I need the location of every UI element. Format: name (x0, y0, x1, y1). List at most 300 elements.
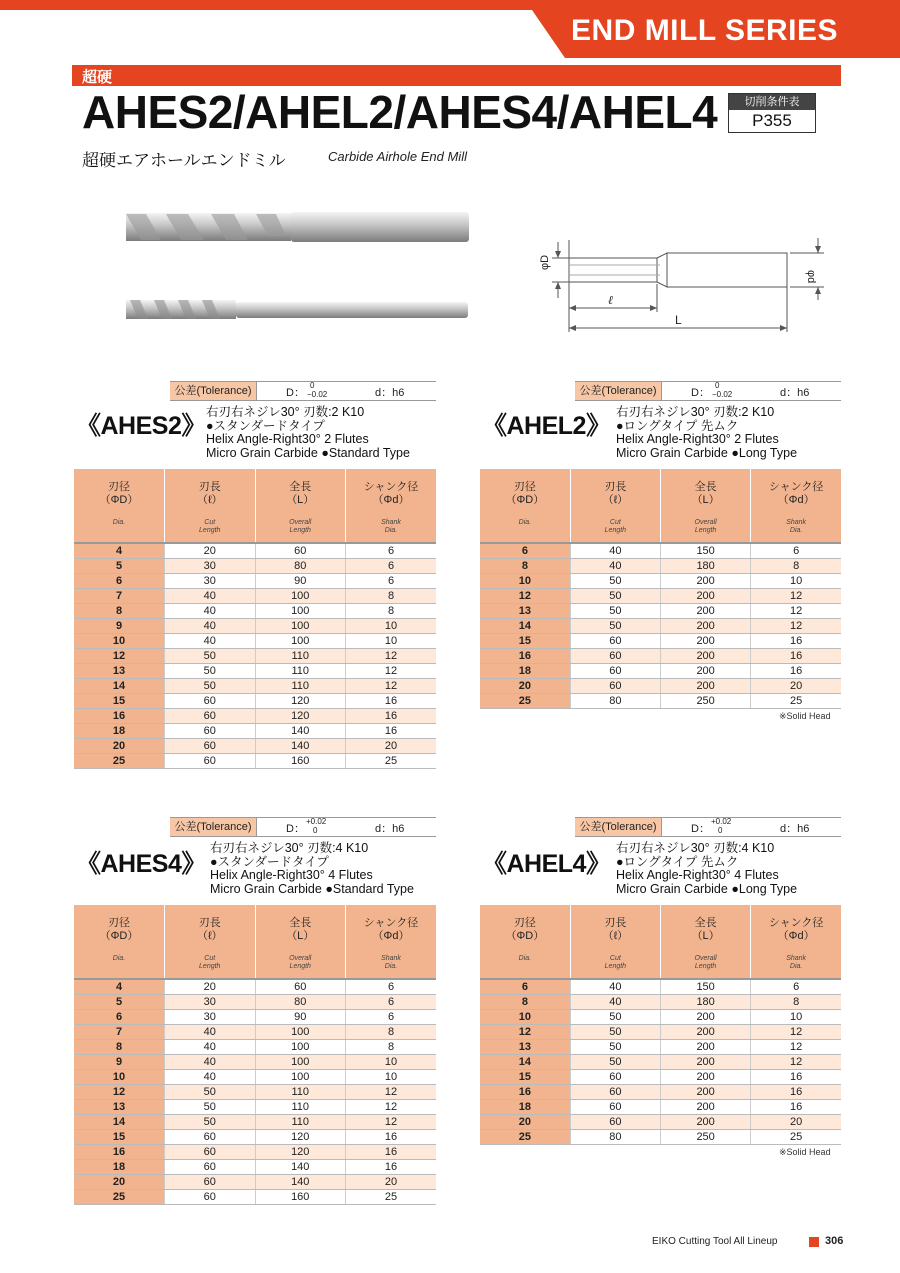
cell-overall-length: 60 (255, 979, 346, 995)
column-header-en-sub: Length (604, 963, 627, 970)
cell-shank-dia: 12 (751, 1055, 841, 1070)
table-row (74, 724, 436, 739)
column-header (255, 905, 346, 979)
tolerance-D-lower: −0.02 (712, 390, 733, 399)
cell-overall-length: 100 (255, 1025, 346, 1040)
cell-dia: 10 (74, 1070, 165, 1085)
column-header-jp: シャンク径 (768, 917, 824, 929)
cell-dia: 8 (480, 559, 570, 574)
column-header-jp-sub: （ℓ） (602, 494, 629, 506)
series-title-ahes4: 《AHES4》 (76, 850, 206, 878)
cell-dia: 7 (74, 1025, 165, 1040)
column-header (255, 469, 346, 543)
column-header (165, 469, 256, 543)
tolerance-D-lower: −0.02 (307, 390, 328, 399)
spec-table-ahes2 (74, 469, 436, 769)
cell-cut-length: 40 (165, 1025, 256, 1040)
column-header-jp-sub: （ℓ） (602, 930, 629, 942)
table-row (480, 604, 841, 619)
column-header-en-sub: Length (289, 527, 311, 534)
spec-table-ahel4 (480, 905, 841, 1145)
cell-overall-length: 120 (255, 709, 346, 724)
cell-cut-length: 50 (570, 1010, 660, 1025)
table-row (480, 1040, 841, 1055)
cell-cut-length: 60 (570, 1100, 660, 1115)
series-title-ahel2: 《AHEL2》 (482, 412, 611, 440)
column-header-en-sub: Dia. (384, 527, 398, 534)
label-l: ℓ (608, 293, 613, 307)
column-header-en-sub: Dia. (384, 963, 398, 970)
cell-shank-dia: 16 (751, 664, 841, 679)
table-row (74, 619, 436, 634)
desc-line: 右刃右ネジレ30° 刃数:2 K10 (616, 405, 775, 419)
cell-cut-length: 40 (165, 1055, 256, 1070)
cell-dia: 6 (480, 543, 570, 559)
tolerance-bar-ahel4 (575, 817, 841, 837)
desc-line: Helix Angle-Right30° 2 Flutes (206, 432, 369, 446)
column-header (570, 905, 660, 979)
subtitle-jp: 超硬エアホールエンドミル (82, 151, 286, 170)
table-row (74, 1145, 436, 1160)
table-row (74, 1190, 436, 1205)
column-header-en-sub: Length (199, 963, 221, 970)
table-row (480, 543, 841, 559)
cell-overall-length: 180 (661, 995, 751, 1010)
column-header-en-sub: Length (289, 963, 311, 970)
cell-shank-dia: 12 (751, 604, 841, 619)
cell-overall-length: 200 (661, 1100, 751, 1115)
cell-shank-dia: 16 (751, 1070, 841, 1085)
column-header-en: Cut (609, 519, 621, 526)
column-header-jp: 刃長 (604, 917, 627, 929)
table-row (74, 979, 436, 995)
cell-dia: 25 (480, 694, 570, 709)
table-row (74, 589, 436, 604)
tolerance-D-label: D： (691, 387, 710, 399)
cell-shank-dia: 12 (751, 1025, 841, 1040)
column-header-jp: 全長 (289, 481, 312, 493)
cell-shank-dia: 12 (346, 649, 437, 664)
column-header-en: Overall (289, 519, 312, 526)
cell-cut-length: 60 (570, 1085, 660, 1100)
cell-overall-length: 200 (661, 664, 751, 679)
cell-shank-dia: 10 (751, 1010, 841, 1025)
cell-cut-length: 50 (165, 664, 256, 679)
cell-overall-length: 160 (255, 1190, 346, 1205)
cell-dia: 5 (74, 559, 165, 574)
cell-overall-length: 80 (255, 559, 346, 574)
column-header-jp: 全長 (289, 917, 312, 929)
desc-ahes2 (206, 406, 410, 460)
cell-cut-length: 50 (165, 679, 256, 694)
cell-dia: 7 (74, 589, 165, 604)
cell-shank-dia: 6 (346, 1010, 437, 1025)
table-row (74, 604, 436, 619)
column-header-jp-sub: （L） (691, 494, 720, 506)
cell-overall-length: 80 (255, 995, 346, 1010)
page-number: 306 (825, 1235, 844, 1247)
material-label: 超硬 (82, 69, 113, 86)
cell-overall-length: 200 (661, 1070, 751, 1085)
cell-cut-length: 60 (165, 1145, 256, 1160)
cell-shank-dia: 16 (346, 709, 437, 724)
cell-shank-dia: 10 (346, 634, 437, 649)
tolerance-bar-ahel2 (575, 381, 841, 401)
column-header-jp-sub: （L） (286, 494, 315, 506)
label-d: φd (805, 270, 817, 284)
cell-cut-length: 40 (165, 619, 256, 634)
tolerance-label: 公差(Tolerance) (575, 818, 662, 836)
cell-dia: 10 (480, 1010, 570, 1025)
cell-cut-length: 40 (570, 543, 660, 559)
tolerance-D-label: D： (286, 823, 305, 835)
column-header-jp-sub: （Φd） (372, 494, 410, 506)
cell-dia: 16 (480, 649, 570, 664)
cell-overall-length: 110 (255, 664, 346, 679)
table-row (74, 1085, 436, 1100)
table-row (480, 1085, 841, 1100)
cell-shank-dia: 6 (346, 574, 437, 589)
cell-overall-length: 120 (255, 1130, 346, 1145)
column-header-en-sub: Dia. (789, 527, 803, 534)
cell-dia: 8 (480, 995, 570, 1010)
cell-shank-dia: 20 (751, 1115, 841, 1130)
cell-cut-length: 60 (570, 634, 660, 649)
cell-overall-length: 200 (661, 1055, 751, 1070)
column-header-en: Dia. (518, 955, 532, 962)
cell-overall-length: 100 (255, 1070, 346, 1085)
column-header-en: Shank (786, 955, 807, 962)
cell-shank-dia: 12 (346, 1115, 437, 1130)
cell-overall-length: 100 (255, 634, 346, 649)
cell-overall-length: 160 (255, 754, 346, 769)
table-row (480, 574, 841, 589)
footer-text: EIKO Cutting Tool All Lineup (652, 1236, 778, 1247)
table-row (480, 664, 841, 679)
cell-overall-length: 140 (255, 1175, 346, 1190)
cell-overall-length: 200 (661, 649, 751, 664)
table-row (480, 589, 841, 604)
cell-overall-length: 100 (255, 619, 346, 634)
column-header-en: Overall (289, 955, 312, 962)
cell-shank-dia: 8 (346, 604, 437, 619)
cell-dia: 9 (74, 1055, 165, 1070)
desc-line: Micro Grain Carbide ●Long Type (616, 445, 798, 460)
desc-line: Helix Angle-Right30° 2 Flutes (616, 432, 779, 446)
endmill-photo-4flute (126, 297, 472, 323)
solid-head-note: ※Solid Head (779, 711, 831, 721)
desc-line: Micro Grain Carbide ●Long Type (616, 881, 798, 896)
cell-overall-length: 200 (661, 634, 751, 649)
cell-cut-length: 20 (165, 979, 256, 995)
table-row (74, 1010, 436, 1025)
column-header (346, 905, 437, 979)
tolerance-D-upper: 0 (310, 381, 315, 390)
desc-line: ●ロングタイプ 先ムク (616, 854, 739, 869)
column-header-en: Shank (381, 519, 401, 526)
column-header-jp: 全長 (694, 481, 717, 493)
column-header (346, 469, 437, 543)
cell-shank-dia: 12 (346, 664, 437, 679)
table-row (74, 694, 436, 709)
cell-shank-dia: 6 (751, 979, 841, 995)
cell-overall-length: 140 (255, 1160, 346, 1175)
page-title: AHES2/AHEL2/AHES4/AHEL4 (82, 86, 718, 138)
cell-dia: 15 (74, 1130, 165, 1145)
tolerance-label: 公差(Tolerance) (170, 382, 257, 400)
cell-shank-dia: 25 (346, 1190, 437, 1205)
column-header-jp-sub: （ΦD） (505, 494, 545, 506)
tolerance-bar-ahes4 (170, 817, 436, 837)
cell-cut-length: 60 (165, 694, 256, 709)
cell-cut-length: 60 (570, 649, 660, 664)
tolerance-d: d：h6 (375, 387, 405, 399)
cell-cut-length: 40 (165, 604, 256, 619)
column-header-jp-sub: （Φd） (372, 930, 410, 942)
cell-overall-length: 60 (255, 543, 346, 559)
cell-overall-length: 250 (661, 694, 751, 709)
cell-shank-dia: 6 (346, 543, 437, 559)
desc-line: ●ロングタイプ 先ムク (616, 418, 739, 433)
cell-dia: 4 (74, 543, 165, 559)
cell-overall-length: 200 (661, 679, 751, 694)
cell-dia: 13 (480, 1040, 570, 1055)
cell-overall-length: 150 (661, 979, 751, 995)
cell-shank-dia: 16 (751, 1085, 841, 1100)
column-header-jp: 刃長 (198, 917, 221, 929)
column-header (74, 469, 165, 543)
cell-dia: 10 (74, 634, 165, 649)
cell-dia: 18 (74, 724, 165, 739)
cell-shank-dia: 20 (751, 679, 841, 694)
column-header (570, 469, 660, 543)
cell-dia: 6 (74, 1010, 165, 1025)
cell-dia: 18 (74, 1160, 165, 1175)
table-row (74, 543, 436, 559)
dimension-diagram (530, 232, 830, 336)
cell-dia: 20 (480, 1115, 570, 1130)
table-row (480, 1070, 841, 1085)
cell-dia: 20 (74, 1175, 165, 1190)
tolerance-D-lower: 0 (313, 826, 318, 835)
cell-cut-length: 50 (570, 604, 660, 619)
spec-table-ahes4 (74, 905, 436, 1205)
column-header (751, 905, 841, 979)
cell-shank-dia: 10 (346, 1055, 437, 1070)
cell-shank-dia: 8 (346, 1025, 437, 1040)
cell-dia: 13 (74, 664, 165, 679)
label-L: L (675, 313, 682, 327)
cell-cut-length: 50 (570, 619, 660, 634)
tolerance-D-upper: +0.02 (711, 817, 732, 826)
column-header (751, 469, 841, 543)
column-header-jp-sub: （Φd） (777, 930, 815, 942)
cell-overall-length: 200 (661, 1115, 751, 1130)
cell-cut-length: 60 (165, 724, 256, 739)
cell-overall-length: 110 (255, 649, 346, 664)
cell-overall-length: 100 (255, 1055, 346, 1070)
cell-dia: 16 (74, 1145, 165, 1160)
cell-overall-length: 200 (661, 604, 751, 619)
cell-dia: 6 (74, 574, 165, 589)
desc-line: 右刃右ネジレ30° 刃数:4 K10 (210, 841, 369, 855)
cell-overall-length: 120 (255, 694, 346, 709)
column-header-jp-sub: （ΦD） (99, 930, 139, 942)
cell-shank-dia: 6 (346, 559, 437, 574)
cell-shank-dia: 16 (751, 634, 841, 649)
cell-dia: 8 (74, 604, 165, 619)
cell-shank-dia: 25 (751, 1130, 841, 1145)
table-row (480, 1100, 841, 1115)
table-row (74, 754, 436, 769)
table-row (74, 995, 436, 1010)
cell-cut-length: 50 (570, 574, 660, 589)
desc-ahel4 (616, 842, 797, 896)
cell-cut-length: 60 (165, 754, 256, 769)
cell-cut-length: 60 (165, 1190, 256, 1205)
tolerance-label: 公差(Tolerance) (170, 818, 257, 836)
cell-cut-length: 50 (570, 1055, 660, 1070)
table-row (74, 1040, 436, 1055)
column-header-jp-sub: （ΦD） (505, 930, 545, 942)
table-row (74, 739, 436, 754)
desc-line: ●スタンダードタイプ (206, 418, 325, 433)
column-header-en: Cut (204, 955, 216, 962)
column-header-jp: 刃径 (513, 917, 536, 929)
cell-dia: 15 (74, 694, 165, 709)
cell-shank-dia: 16 (751, 1100, 841, 1115)
tolerance-D-label: D： (691, 823, 710, 835)
cell-shank-dia: 6 (346, 995, 437, 1010)
column-header-en-sub: Length (604, 527, 627, 534)
cell-dia: 8 (74, 1040, 165, 1055)
cell-shank-dia: 12 (751, 1040, 841, 1055)
cell-dia: 15 (480, 1070, 570, 1085)
cell-dia: 16 (480, 1085, 570, 1100)
tolerance-label: 公差(Tolerance) (575, 382, 662, 400)
column-header-jp: シャンク径 (363, 481, 419, 493)
table-row (480, 995, 841, 1010)
cell-dia: 14 (480, 619, 570, 634)
table-row (74, 559, 436, 574)
cell-overall-length: 100 (255, 589, 346, 604)
cell-dia: 4 (74, 979, 165, 995)
cell-dia: 6 (480, 979, 570, 995)
cell-shank-dia: 10 (346, 1070, 437, 1085)
cell-shank-dia: 16 (346, 1145, 437, 1160)
cell-overall-length: 200 (661, 1085, 751, 1100)
cell-shank-dia: 12 (346, 1100, 437, 1115)
cell-overall-length: 110 (255, 1115, 346, 1130)
cell-overall-length: 110 (255, 679, 346, 694)
desc-ahes4 (210, 842, 414, 896)
cell-overall-length: 200 (661, 589, 751, 604)
cell-cut-length: 50 (165, 649, 256, 664)
column-header-en-sub: Length (199, 527, 221, 534)
cell-shank-dia: 12 (751, 589, 841, 604)
cell-shank-dia: 16 (346, 694, 437, 709)
cell-dia: 5 (74, 995, 165, 1010)
column-header-jp: 刃長 (198, 481, 221, 493)
cell-shank-dia: 12 (346, 1085, 437, 1100)
table-row (480, 1025, 841, 1040)
cell-dia: 13 (74, 1100, 165, 1115)
desc-line: 右刃右ネジレ30° 刃数:4 K10 (616, 841, 775, 855)
cell-cut-length: 30 (165, 574, 256, 589)
cell-cut-length: 60 (165, 709, 256, 724)
tolerance-bar-ahes2 (170, 381, 436, 401)
cell-overall-length: 200 (661, 1040, 751, 1055)
table-row (74, 1130, 436, 1145)
desc-line: ●スタンダードタイプ (210, 854, 329, 869)
cell-dia: 25 (74, 754, 165, 769)
cell-dia: 12 (480, 1025, 570, 1040)
cell-cut-length: 60 (165, 739, 256, 754)
column-header (480, 905, 570, 979)
column-header-jp-sub: （ΦD） (99, 494, 139, 506)
table-row (480, 634, 841, 649)
cell-overall-length: 200 (661, 574, 751, 589)
spec-table-ahel2 (480, 469, 841, 709)
table-row (480, 619, 841, 634)
column-header-en: Overall (694, 955, 717, 962)
column-header-en: Overall (694, 519, 717, 526)
cell-dia: 12 (74, 649, 165, 664)
cell-shank-dia: 25 (346, 754, 437, 769)
table-row (74, 709, 436, 724)
table-row (74, 1160, 436, 1175)
cell-shank-dia: 25 (751, 694, 841, 709)
cell-cut-length: 50 (570, 1040, 660, 1055)
cell-dia: 16 (74, 709, 165, 724)
column-header-en: Cut (204, 519, 216, 526)
cell-cut-length: 60 (165, 1175, 256, 1190)
cell-cut-length: 50 (165, 1085, 256, 1100)
desc-line: Micro Grain Carbide ●Standard Type (210, 881, 414, 896)
column-header-jp: 刃径 (108, 917, 130, 929)
column-header (165, 905, 256, 979)
cell-dia: 14 (74, 1115, 165, 1130)
column-header-en: Dia. (112, 955, 126, 962)
desc-line: Helix Angle-Right30° 4 Flutes (616, 868, 779, 882)
series-title-ahes2: 《AHES2》 (76, 412, 206, 440)
cell-shank-dia: 16 (346, 1130, 437, 1145)
cutting-conditions-ref[interactable] (728, 93, 816, 133)
cell-overall-length: 90 (255, 1010, 346, 1025)
cell-shank-dia: 10 (751, 574, 841, 589)
cell-overall-length: 120 (255, 1145, 346, 1160)
table-row (480, 1130, 841, 1145)
cell-dia: 20 (74, 739, 165, 754)
cell-cut-length: 60 (570, 664, 660, 679)
tolerance-D-label: D： (286, 387, 305, 399)
table-row (74, 1070, 436, 1085)
cell-dia: 13 (480, 604, 570, 619)
column-header-jp: 刃径 (108, 481, 130, 493)
cell-shank-dia: 6 (346, 979, 437, 995)
table-row (480, 1055, 841, 1070)
table-row (480, 1115, 841, 1130)
cell-cut-length: 40 (165, 589, 256, 604)
desc-line: Helix Angle-Right30° 4 Flutes (210, 868, 373, 882)
table-row (74, 574, 436, 589)
desc-ahel2 (616, 406, 797, 460)
table-row (74, 679, 436, 694)
cell-cut-length: 60 (165, 1130, 256, 1145)
cell-shank-dia: 10 (346, 619, 437, 634)
column-header-jp-sub: （Φd） (777, 494, 815, 506)
table-row (74, 1175, 436, 1190)
